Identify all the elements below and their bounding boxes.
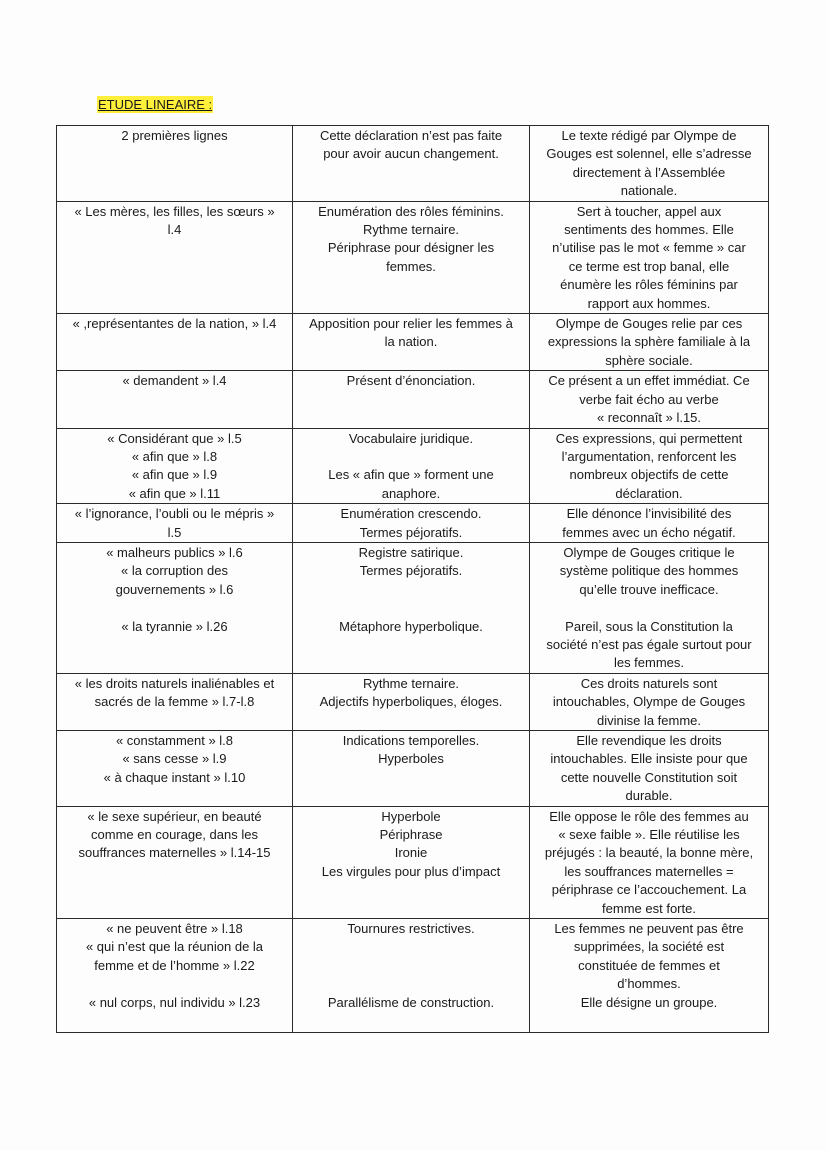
cell-text-line: « nul corps, nul individu » l.23 (88, 994, 261, 1010)
cell-text-line: Elle désigne un groupe. (580, 994, 718, 1010)
quotation-cell (57, 371, 293, 428)
cell-text-line: d’hommes. (617, 976, 681, 992)
table-row (57, 542, 769, 673)
cell-text-line: Métaphore hyperbolique. (339, 618, 483, 634)
table-row (57, 504, 769, 543)
cell-text-line: Sert à toucher, appel aux (576, 203, 722, 219)
cell-text-line: Hyperboles (378, 751, 444, 767)
technique-cell (293, 428, 530, 504)
cell-text-line: préjugés : la beauté, la bonne mère, (544, 845, 754, 861)
cell-text-line: les souffrances maternelles = (564, 863, 734, 879)
technique-cell (293, 542, 530, 673)
quotation-cell (57, 504, 293, 543)
cell-text-line: Elle dénonce l’invisibilité des (566, 506, 732, 522)
interpretation-cell (530, 428, 769, 504)
cell-text-line: Pareil, sous la Constitution la (565, 618, 733, 634)
cell-text-line: « malheurs publics » l.6 (106, 544, 243, 560)
cell-text-line: souffrances maternelles » l.14-15 (78, 845, 271, 861)
cell-text-line: « le sexe supérieur, en beauté (87, 808, 262, 824)
cell-text-line: femmes. (386, 258, 436, 274)
quotation-cell (57, 730, 293, 806)
cell-text-line: Rythme ternaire. (362, 675, 460, 691)
cell-text-line: femme et de l’homme » l.22 (94, 957, 255, 973)
cell-text-line: femmes avec un écho négatif. (562, 524, 736, 540)
cell-text-line: « afin que » l.9 (131, 467, 218, 483)
cell-text-line: verbe fait écho au verbe (579, 391, 719, 407)
quotation-cell (57, 314, 293, 371)
cell-text-line: Ironie (394, 845, 428, 861)
analysis-table-body (57, 126, 769, 1033)
technique-cell (293, 806, 530, 918)
cell-text-line: « ne peuvent être » l.18 (106, 921, 243, 937)
cell-text-line: Ces expressions, qui permettent (555, 430, 743, 446)
cell-text-line: 2 premières lignes (121, 128, 228, 143)
cell-text-line: société n’est pas égale surtout pour (546, 636, 752, 652)
cell-text-line: Adjectifs hyperboliques, éloges. (319, 694, 503, 710)
cell-text-line: rapport aux hommes. (587, 295, 711, 311)
cell-text-line: Olympe de Gouges relie par ces (555, 316, 743, 332)
blank-line (61, 975, 288, 993)
cell-text-line: cette nouvelle Constitution soit (560, 769, 738, 785)
cell-text-line: énumère les rôles féminins par (560, 277, 738, 293)
cell-text-line: « constamment » l.8 (115, 732, 234, 748)
cell-text-line: « Les mères, les filles, les sœurs » (74, 203, 275, 219)
cell-text-line: Périphrase pour désigner les (327, 240, 495, 256)
cell-text-line: l’argumentation, renforcent les (561, 448, 737, 464)
cell-text-line: sentiments des hommes. Elle (564, 222, 734, 238)
cell-text-line: Rythme ternaire. (362, 222, 460, 238)
quotation-cell (57, 919, 293, 1033)
interpretation-cell (530, 919, 769, 1033)
quotation-cell (57, 126, 293, 202)
cell-text-line: supprimées, la société est (573, 939, 725, 955)
cell-text-line: système politique des hommes (559, 563, 739, 579)
table-row (57, 314, 769, 371)
cell-text-line: constituée de femmes et (578, 957, 720, 973)
interpretation-cell (530, 371, 769, 428)
interpretation-cell (530, 314, 769, 371)
cell-text-line: l.4 (167, 222, 182, 238)
cell-text-line: « à chaque instant » l.10 (103, 769, 246, 785)
cell-text-line: « sexe faible ». Elle réutilise les (558, 827, 740, 843)
quotation-cell (57, 201, 293, 313)
cell-text-line: Cette déclaration n’est pas faite (319, 128, 503, 143)
cell-text-line: Elle oppose le rôle des femmes au (549, 808, 749, 824)
cell-text-line: Gouges est solennel, elle s’adresse (546, 146, 752, 162)
cell-text-line: Les femmes ne peuvent pas être (554, 921, 744, 937)
cell-text-line: périphrase ce l’accouchement. La (551, 882, 747, 898)
interpretation-cell (530, 542, 769, 673)
quotation-cell (57, 673, 293, 730)
cell-text-line: la nation. (384, 334, 438, 350)
table-row (57, 919, 769, 1033)
cell-text-line: ce terme est trop banal, elle (568, 258, 730, 274)
blank-line (297, 938, 525, 956)
cell-text-line: nationale. (620, 183, 678, 199)
cell-text-line: Ces droits naturels sont (580, 675, 718, 691)
cell-text-line: « qui n’est que la réunion de la (85, 939, 264, 955)
cell-text-line: comme en courage, dans les (91, 827, 258, 843)
cell-text-line: Parallélisme de construction. (327, 994, 495, 1010)
table-row (57, 126, 769, 202)
cell-text-line: Vocabulaire juridique. (348, 430, 474, 446)
cell-text-line: Périphrase (379, 827, 443, 843)
technique-cell (293, 314, 530, 371)
cell-text-line: « afin que » l.11 (128, 485, 221, 501)
cell-text-line: expressions la sphère familiale à la (547, 334, 751, 350)
table-row (57, 371, 769, 428)
cell-text-line: intouchables, Olympe de Gouges (552, 694, 746, 710)
table-row (57, 730, 769, 806)
cell-text-line: déclaration. (615, 485, 683, 501)
cell-text-line: durable. (625, 788, 673, 804)
blank-line (297, 957, 525, 975)
cell-text-line: « sans cesse » l.9 (122, 751, 227, 767)
blank-line (297, 599, 525, 617)
cell-text-line: nombreux objectifs de cette (569, 467, 729, 483)
technique-cell (293, 371, 530, 428)
cell-text-line: Les « afin que » forment une (328, 467, 494, 483)
table-row (57, 201, 769, 313)
interpretation-cell (530, 201, 769, 313)
cell-text-line: intouchables. Elle insiste pour que (550, 751, 748, 767)
interpretation-cell (530, 806, 769, 918)
cell-text-line: Termes péjoratifs. (359, 563, 463, 579)
cell-text-line: « l’ignorance, l’oubli ou le mépris » (74, 506, 275, 522)
cell-text-line: directement à l’Assemblée (572, 164, 726, 180)
cell-text-line: divinise la femme. (596, 712, 702, 728)
analysis-table (56, 125, 769, 1033)
blank-line (61, 599, 288, 617)
technique-cell (293, 673, 530, 730)
cell-text-line: n’utilise pas le mot « femme » car (552, 240, 746, 256)
cell-text-line: qu’elle trouve inefficace. (579, 581, 719, 597)
table-row (57, 806, 769, 918)
cell-text-line: femme est forte. (602, 900, 696, 916)
cell-text-line: Apposition pour relier les femmes à (309, 316, 513, 332)
quotation-cell (57, 806, 293, 918)
interpretation-cell (530, 126, 769, 202)
technique-cell (293, 919, 530, 1033)
cell-text-line: Le texte rédigé par Olympe de (561, 128, 737, 143)
technique-cell (293, 730, 530, 806)
document-heading: ETUDE LINEAIRE : (98, 97, 213, 112)
interpretation-cell (530, 673, 769, 730)
technique-cell (293, 126, 530, 202)
cell-text-line: anaphore. (381, 485, 441, 501)
quotation-cell (57, 428, 293, 504)
cell-text-line: l.5 (167, 524, 182, 540)
cell-text-line: « Considérant que » l.5 (107, 430, 242, 446)
cell-text-line: pour avoir aucun changement. (323, 146, 499, 162)
cell-text-line: Tournures restrictives. (347, 921, 475, 937)
cell-text-line: « ,représentantes de la nation, » l.4 (72, 316, 277, 332)
technique-cell (293, 201, 530, 313)
cell-text-line: « demandent » l.4 (122, 373, 227, 389)
cell-text-line: les femmes. (613, 655, 685, 671)
cell-text-line: Présent d’énonciation. (346, 373, 476, 389)
blank-line (534, 599, 764, 617)
table-row (57, 673, 769, 730)
cell-text-line: « la tyrannie » l.26 (121, 618, 228, 634)
cell-text-line: sacrés de la femme » l.7-l.8 (94, 694, 255, 710)
table-row (57, 428, 769, 504)
cell-text-line: Termes péjoratifs. (359, 524, 463, 540)
blank-line (297, 448, 525, 466)
cell-text-line: Hyperbole (381, 808, 441, 824)
blank-line (297, 581, 525, 599)
interpretation-cell (530, 730, 769, 806)
cell-text-line: Indications temporelles. (342, 732, 480, 748)
cell-text-line: Ce présent a un effet immédiat. Ce (548, 373, 750, 389)
cell-text-line: « reconnaît » l.15. (596, 410, 702, 426)
blank-line (297, 975, 525, 993)
cell-text-line: « la corruption des (121, 563, 228, 579)
cell-text-line: Olympe de Gouges critique le (563, 544, 735, 560)
cell-text-line: Elle revendique les droits (576, 732, 722, 748)
cell-text-line: sphère sociale. (605, 352, 693, 368)
cell-text-line: Enumération crescendo. (340, 506, 482, 522)
cell-text-line: gouvernements » l.6 (115, 581, 234, 597)
cell-text-line: « les droits naturels inaliénables et (74, 675, 275, 691)
cell-text-line: « afin que » l.8 (131, 448, 218, 464)
cell-text-line: Registre satirique. (358, 544, 464, 560)
cell-text-line: Enumération des rôles féminins. (318, 203, 504, 219)
cell-text-line: Les virgules pour plus d’impact (321, 863, 501, 879)
interpretation-cell (530, 504, 769, 543)
technique-cell (293, 504, 530, 543)
quotation-cell (57, 542, 293, 673)
